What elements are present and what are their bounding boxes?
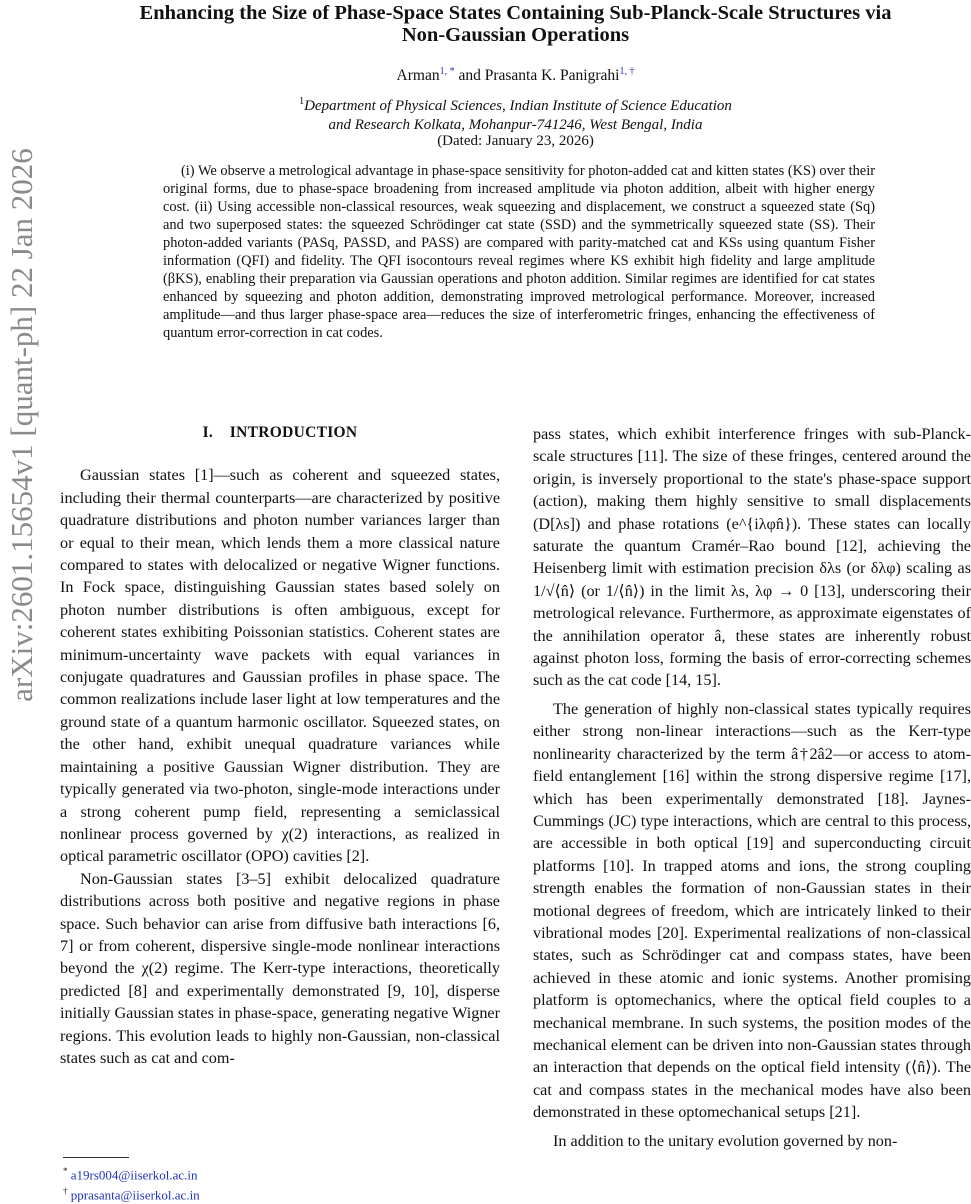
date-line: (Dated: January 23, 2026) [437, 133, 594, 149]
email-link[interactable]: a19rs004@iiserkol.ac.in [70, 1167, 198, 1183]
affiliation-line1: Department of Physical Sciences, Indian Institute of Science Education [304, 98, 732, 114]
section-title: INTRODUCTION [229, 424, 358, 441]
paper-title-line2: Non-Gaussian Operations [401, 24, 630, 46]
arxiv-identifier-text: arXiv:2601.15654v1 [quant-ph] 22 Jan 2026 [4, 148, 39, 702]
paragraph: Non-Gaussian states [3–5] exhibit delocalized quadrature distributions across both positive and negative regions in phase space. Such behavior can arise from diffusive bath interactions [6, 7] or from coherent, dispersive single-mode nonlinear interactions beyond the χ(2) regime. The Kerr-type interactions, theoretically predicted [8] and experimentally demonstrated [9, 10], disperse initially Gaussian states in phase-space, generating negative Wigner regions. This evolution leads to highly non-Gaussian, non-classical states such as cat and com- [60, 869, 500, 1067]
email-link[interactable]: pprasanta@iiserkol.ac.in [70, 1187, 200, 1203]
author-affiliation-mark[interactable]: 1, * [439, 66, 455, 77]
author-name: Arman [396, 67, 440, 85]
footnote-mark: † [63, 1186, 68, 1197]
footnotes [63, 1163, 200, 1204]
footnote-mark: * [63, 1166, 68, 1176]
paragraph: In addition to the unitary evolution governed by non- [553, 1131, 898, 1150]
paragraph: pass states, which exhibit interference fringes with sub-Planck-scale structures [11]. The size of these fringes, centered around the origin, is inversely proportional to the state's phase-space support (action), making them highly sensitive to small displacements (D[λs]) and phase rotations (e^{iλφn̂}). These states can locally saturate the quantum Cramér–Rao bound [12], achieving the Heisenberg limit with estimation precision δλs (or δλφ) scaling as 1/√⟨n̂⟩ (or 1/⟨n̂⟩) in the limit λs, λφ → 0 [13], underscoring their metrological relevance. Furthermore, as approximate eigenstates of the annihilation operator â, these states are inherently robust against photon loss, forming the basis of error-correcting schemes such as the cat code [14, 15]. [533, 425, 971, 690]
affiliation-line2: and Research Kolkata, Mohanpur-741246, West Bengal, India [328, 117, 703, 133]
paragraph: The generation of highly non-classical states typically requires either strong non-linear interactions—such as the Kerr-type nonlinearity characterized by the term â†2â2—or access to atom-field entanglement [16] within the strong dispersive regime [17], which has been experimentally demonstrated [18]. Jaynes-Cummings (JC) type interactions, which are central to this process, are accessible in both optical [19] and superconducting circuit platforms [10]. In trapped atoms and ions, the strong coupling strength enables the formation of non-Gaussian states in their motional degrees of freedom, which are intricately linked to their vibrational modes [20]. Experimental realizations of non-classical states, such as Schrödinger cat and compass states, have been achieved in these atomic and ionic systems. Another promising platform is optomechanics, where the optical field couples to a mechanical membrane. In such systems, the position modes of the mechanical element can be driven into non-Gaussian states through an interaction that depends on the optical field intensity (⟨n̂⟩). The cat and compass states in the mechanical modes have also been demonstrated in these optomechanical setups [21]. [533, 699, 971, 1122]
section-number: I. [202, 424, 214, 441]
abstract-text: (i) We observe a metrological advantage in phase-space sensitivity for photon-added cat and kitten states (KS) over their original forms, due to phase-space broadening from increased amplitude via photon addition, albeit with higher energy cost. (ii) Using accessible non-classical resources, weak squeezing and displacement, we construct a squeezed state (Sq) and two superposed states: the squeezed Schrödinger cat state (SSD) and the symmetrically squeezed state (SS). Their photon-added variants (PASq, PASSD, and PASS) are compared with parity-matched cat and KSs using quantum Fisher information (QFI) and fidelity. The QFI isocontours reveal regimes where KS exhibit high fidelity and large amplitude (βKS), enabling their preparation via Gaussian operations and photon addition. Similar regimes are identified for cat states enhanced by squeezing and photon addition, demonstrating improved metrological performance. Moreover, increased amplitude—and thus larger phase-space area—reduces the size of interferometric fringes, enhancing the effectiveness of quantum error-correction in cat codes. [163, 163, 875, 341]
footnote-item [63, 1163, 200, 1183]
affiliation [60, 92, 971, 135]
footnote-item [63, 1183, 200, 1203]
abstract [163, 162, 875, 342]
paper-title [60, 2, 971, 46]
paragraph: Gaussian states [1]—such as coherent and squeezed states, including their thermal counterparts—are characterized by positive quadrature distributions and photon number variances larger than or equal to their mean, which lends them a more classical nature compared to states with delocalized or negative Wigner functions. In Fock space, distinguishing Gaussian states based solely on photon number distributions is often ambiguous, except for coherent states exhibiting Poissonian statistics. Coherent states are minimum-uncertainty wave packets with equal variances in conjugate quadratures and Gaussian profiles in phase space. The common realizations include laser light at low temperatures and the ground state of a quantum harmonic oscillator. Squeezed states, on the other hand, exhibit unequal quadrature variances while maintaining a positive Gaussian Wigner distribution. They are typically generated via two-photon, single-mode interactions under a strong coherent pump field, representing a semiclassical nonlinear process governed by χ(2) interactions, as realized in optical parametric oscillator (OPO) cavities [2]. [60, 466, 500, 866]
affiliation-mark: 1 [299, 96, 305, 107]
section-heading [60, 422, 500, 444]
paper-title-line1: Enhancing the Size of Phase-Space States Containing Sub-Planck-Scale Structures via [139, 2, 892, 24]
author-list [60, 66, 971, 85]
author-name: Prasanta K. Panigrahi [484, 67, 620, 85]
left-column [60, 422, 500, 1069]
author-affiliation-mark[interactable]: 1, † [619, 66, 635, 77]
arxiv-identifier-sidebar [2, 148, 42, 702]
author-separator: and [458, 67, 481, 85]
right-column [533, 423, 971, 1152]
footnote-rule [63, 1157, 129, 1158]
